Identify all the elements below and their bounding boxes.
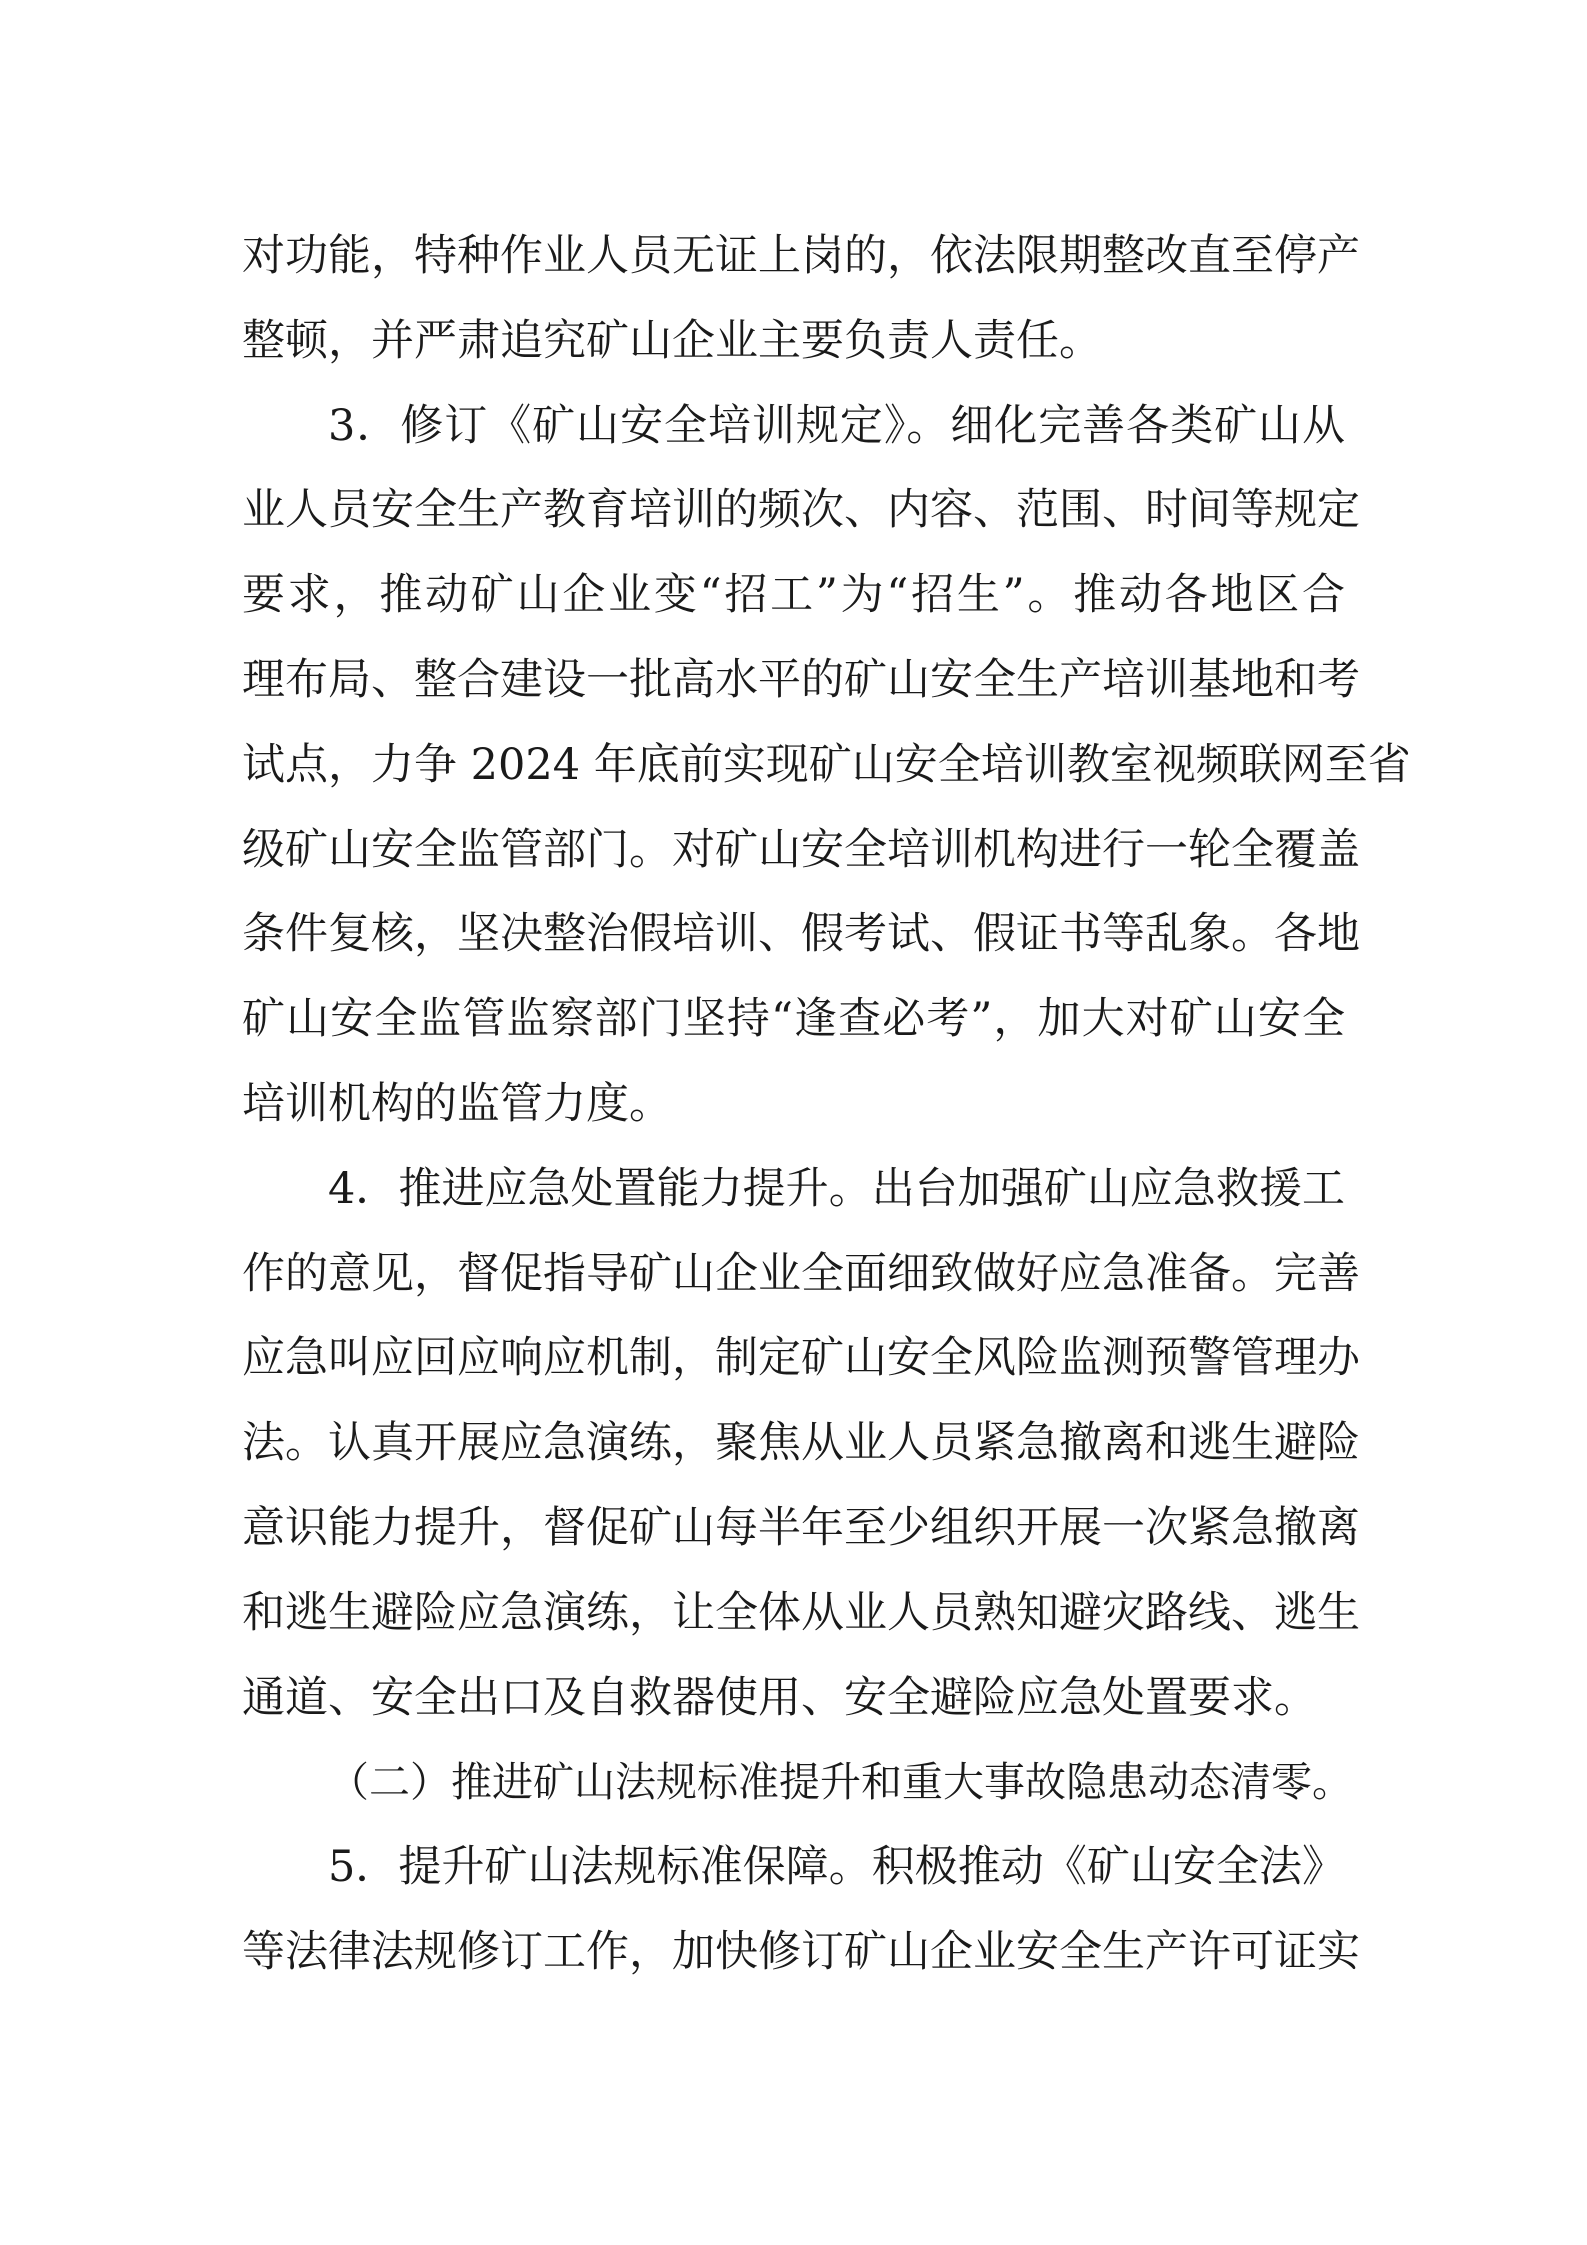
text-line: 整顿，并严肃追究矿山企业主要负责人责任。: [242, 315, 1102, 366]
text-line: 和逃生避险应急演练，让全体从业人员熟知避灾路线、逃生: [242, 1587, 1360, 1638]
text-line: 要求，推动矿山企业变“招工”为“招生”。推动各地区合: [242, 570, 1345, 621]
text-line: 级矿山安全监管部门。对矿山安全培训机构进行一轮全覆盖: [242, 824, 1360, 875]
text-line: 等法律法规修订工作，加快修订矿山企业安全生产许可证实: [242, 1926, 1360, 1977]
paragraph-start-line: 3．修订《矿山安全培训规定》。细化完善各类矿山从: [328, 400, 1345, 451]
text-line: 意识能力提升，督促矿山每半年至少组织开展一次紧急撤离: [242, 1502, 1360, 1553]
text-line: 法。认真开展应急演练，聚焦从业人员紧急撤离和逃生避险: [242, 1418, 1360, 1469]
text-line: 培训机构的监管力度。: [242, 1078, 672, 1129]
text-line: 条件复核，坚决整治假培训、假考试、假证书等乱象。各地: [242, 909, 1360, 960]
text-line: 理布局、整合建设一批高水平的矿山安全生产培训基地和考: [242, 654, 1360, 705]
document-body: [242, 214, 1411, 1995]
text-line: 对功能，特种作业人员无证上岗的，依法限期整改直至停产: [242, 231, 1360, 281]
text-line: 矿山安全监管监察部门坚持“逢查必考”，加大对矿山安全: [242, 994, 1345, 1045]
text-line: 试点，力争 2024 年底前实现矿山安全培训教室视频联网至省: [242, 739, 1411, 790]
paragraph-start-line: 4．推进应急处置能力提升。出台加强矿山应急救援工: [328, 1163, 1345, 1214]
text-line: 应急叫应回应响应机制，制定矿山安全风险监测预警管理办: [242, 1333, 1360, 1384]
text-line: 业人员安全生产教育培训的频次、内容、范围、时间等规定: [242, 485, 1360, 536]
text-line: 作的意见，督促指导矿山企业全面细致做好应急准备。完善: [242, 1248, 1360, 1299]
paragraph-start-line: 5．提升矿山法规标准保障。积极推动《矿山安全法》: [328, 1842, 1345, 1893]
text-line: 通道、安全出口及自救器使用、安全避险应急处置要求。: [242, 1672, 1317, 1723]
section-heading: （二）推进矿山法规标准提升和重大事故隐患动态清零。: [328, 1758, 1353, 1807]
